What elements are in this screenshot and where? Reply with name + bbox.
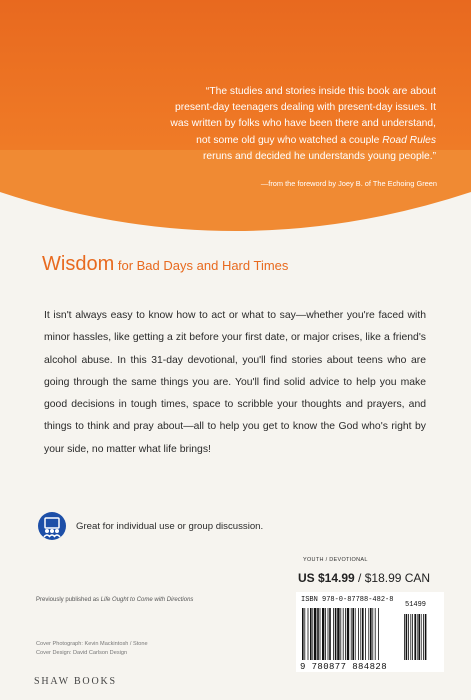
barcode — [300, 608, 440, 662]
quote-text: not some old guy who watched a couple — [196, 134, 383, 146]
title-word: for — [114, 258, 137, 273]
quote-line: reruns and decided he understands young people.” — [203, 150, 436, 162]
barcode-bar — [333, 608, 334, 660]
title-word: and — [193, 258, 222, 273]
barcode-bar — [352, 608, 354, 660]
book-description: It isn't always easy to know how to act or what to say—whether you're faced with minor hassles, like getting a zit before your first date, or major crises, like a friend's alcohol abuse. In this 31-day devotional, you'll find stories about teens who are going through the same things you are. You'll find solid advice to help you make good decisions in tough times, space to scribble your thoughts and prayers, and things to think and pray about—all to help you get to know the God who's right by your side, no matter what life brings! — [44, 310, 426, 455]
group-discussion-icon — [38, 512, 66, 540]
barcode-bar — [362, 608, 364, 660]
barcode-bar — [410, 614, 411, 660]
barcode-bar — [308, 608, 309, 660]
barcode-bar — [322, 608, 324, 660]
barcode-bar — [414, 614, 416, 660]
barcode-bar — [340, 608, 341, 660]
barcode-bar — [408, 614, 409, 660]
photo-credit: Cover Photograph: Kevin Mackintosh / Stone — [36, 641, 148, 647]
title-word: Hard Times — [221, 258, 289, 273]
quote-attribution: —from the foreword by Joey B. of The Echoing Green — [260, 179, 437, 188]
barcode-bar — [358, 608, 359, 660]
quote-line: was written by folks who have been there and understand, — [170, 118, 436, 130]
group-use-note: Great for individual use or group discussion. — [76, 521, 264, 532]
previously-published — [36, 597, 193, 603]
barcode-bar — [423, 614, 424, 660]
publisher-logo: SHAW BOOKS — [34, 676, 117, 687]
barcode-bar — [304, 608, 305, 660]
barcode-bar — [360, 608, 361, 660]
barcode-bar — [335, 608, 337, 660]
barcode-bar — [368, 608, 369, 660]
barcode-bar — [329, 608, 331, 660]
cover-credits — [36, 640, 148, 658]
barcode-bar — [378, 608, 379, 660]
foreword-quote — [44, 84, 436, 165]
barcode-bar — [347, 608, 349, 660]
design-credit: Cover Design: David Carlson Design — [36, 650, 128, 656]
barcode-bar — [404, 614, 405, 660]
barcode-bar — [375, 608, 376, 660]
title-word: Bad Days — [136, 258, 194, 273]
quote-line: “The studies and stories inside this book are about — [205, 86, 436, 97]
barcode-bar — [370, 608, 372, 660]
barcode-bar — [343, 608, 344, 660]
barcode-bar — [320, 608, 321, 660]
isbn-number: ISBN 978-0-87788-482-8 — [301, 596, 394, 604]
barcode-number: 9 780877 884828 — [300, 662, 388, 672]
category-label: YOUTH / DEVOTIONAL — [303, 557, 368, 563]
previous-title: Life Ought to Come with Directions — [100, 597, 194, 603]
barcode-bar — [351, 608, 352, 660]
barcode-bar — [317, 608, 319, 660]
previously-published-text: Previously published as — [36, 597, 101, 603]
barcode-bar — [406, 614, 408, 660]
barcode-bar — [302, 608, 304, 660]
barcode-bar — [345, 608, 346, 660]
barcode-bar — [425, 614, 427, 660]
quote-line: present-day teenagers dealing with present-day issues. It — [174, 102, 436, 114]
quote-line — [44, 133, 436, 149]
book-title — [42, 253, 288, 276]
us-price: US $14.99 — [298, 571, 355, 585]
price-code: 51499 — [405, 601, 427, 609]
barcode-bar — [412, 614, 413, 660]
barcode-bar — [328, 608, 329, 660]
barcode-bar — [312, 608, 313, 660]
barcode-bar — [337, 608, 339, 660]
barcode-bar — [314, 608, 316, 660]
show-title: Road Rules — [382, 134, 436, 146]
barcode-bar — [417, 614, 418, 660]
can-price: / $18.99 CAN — [354, 571, 431, 585]
barcode-bar — [310, 608, 312, 660]
barcode-bar — [418, 614, 420, 660]
barcode-bar — [365, 608, 366, 660]
barcode-bar — [421, 614, 422, 660]
title-word: Wisdom — [42, 253, 115, 275]
barcode-bar — [325, 608, 326, 660]
barcode-bar — [372, 608, 373, 660]
price — [298, 571, 430, 585]
barcode-bar — [355, 608, 356, 660]
